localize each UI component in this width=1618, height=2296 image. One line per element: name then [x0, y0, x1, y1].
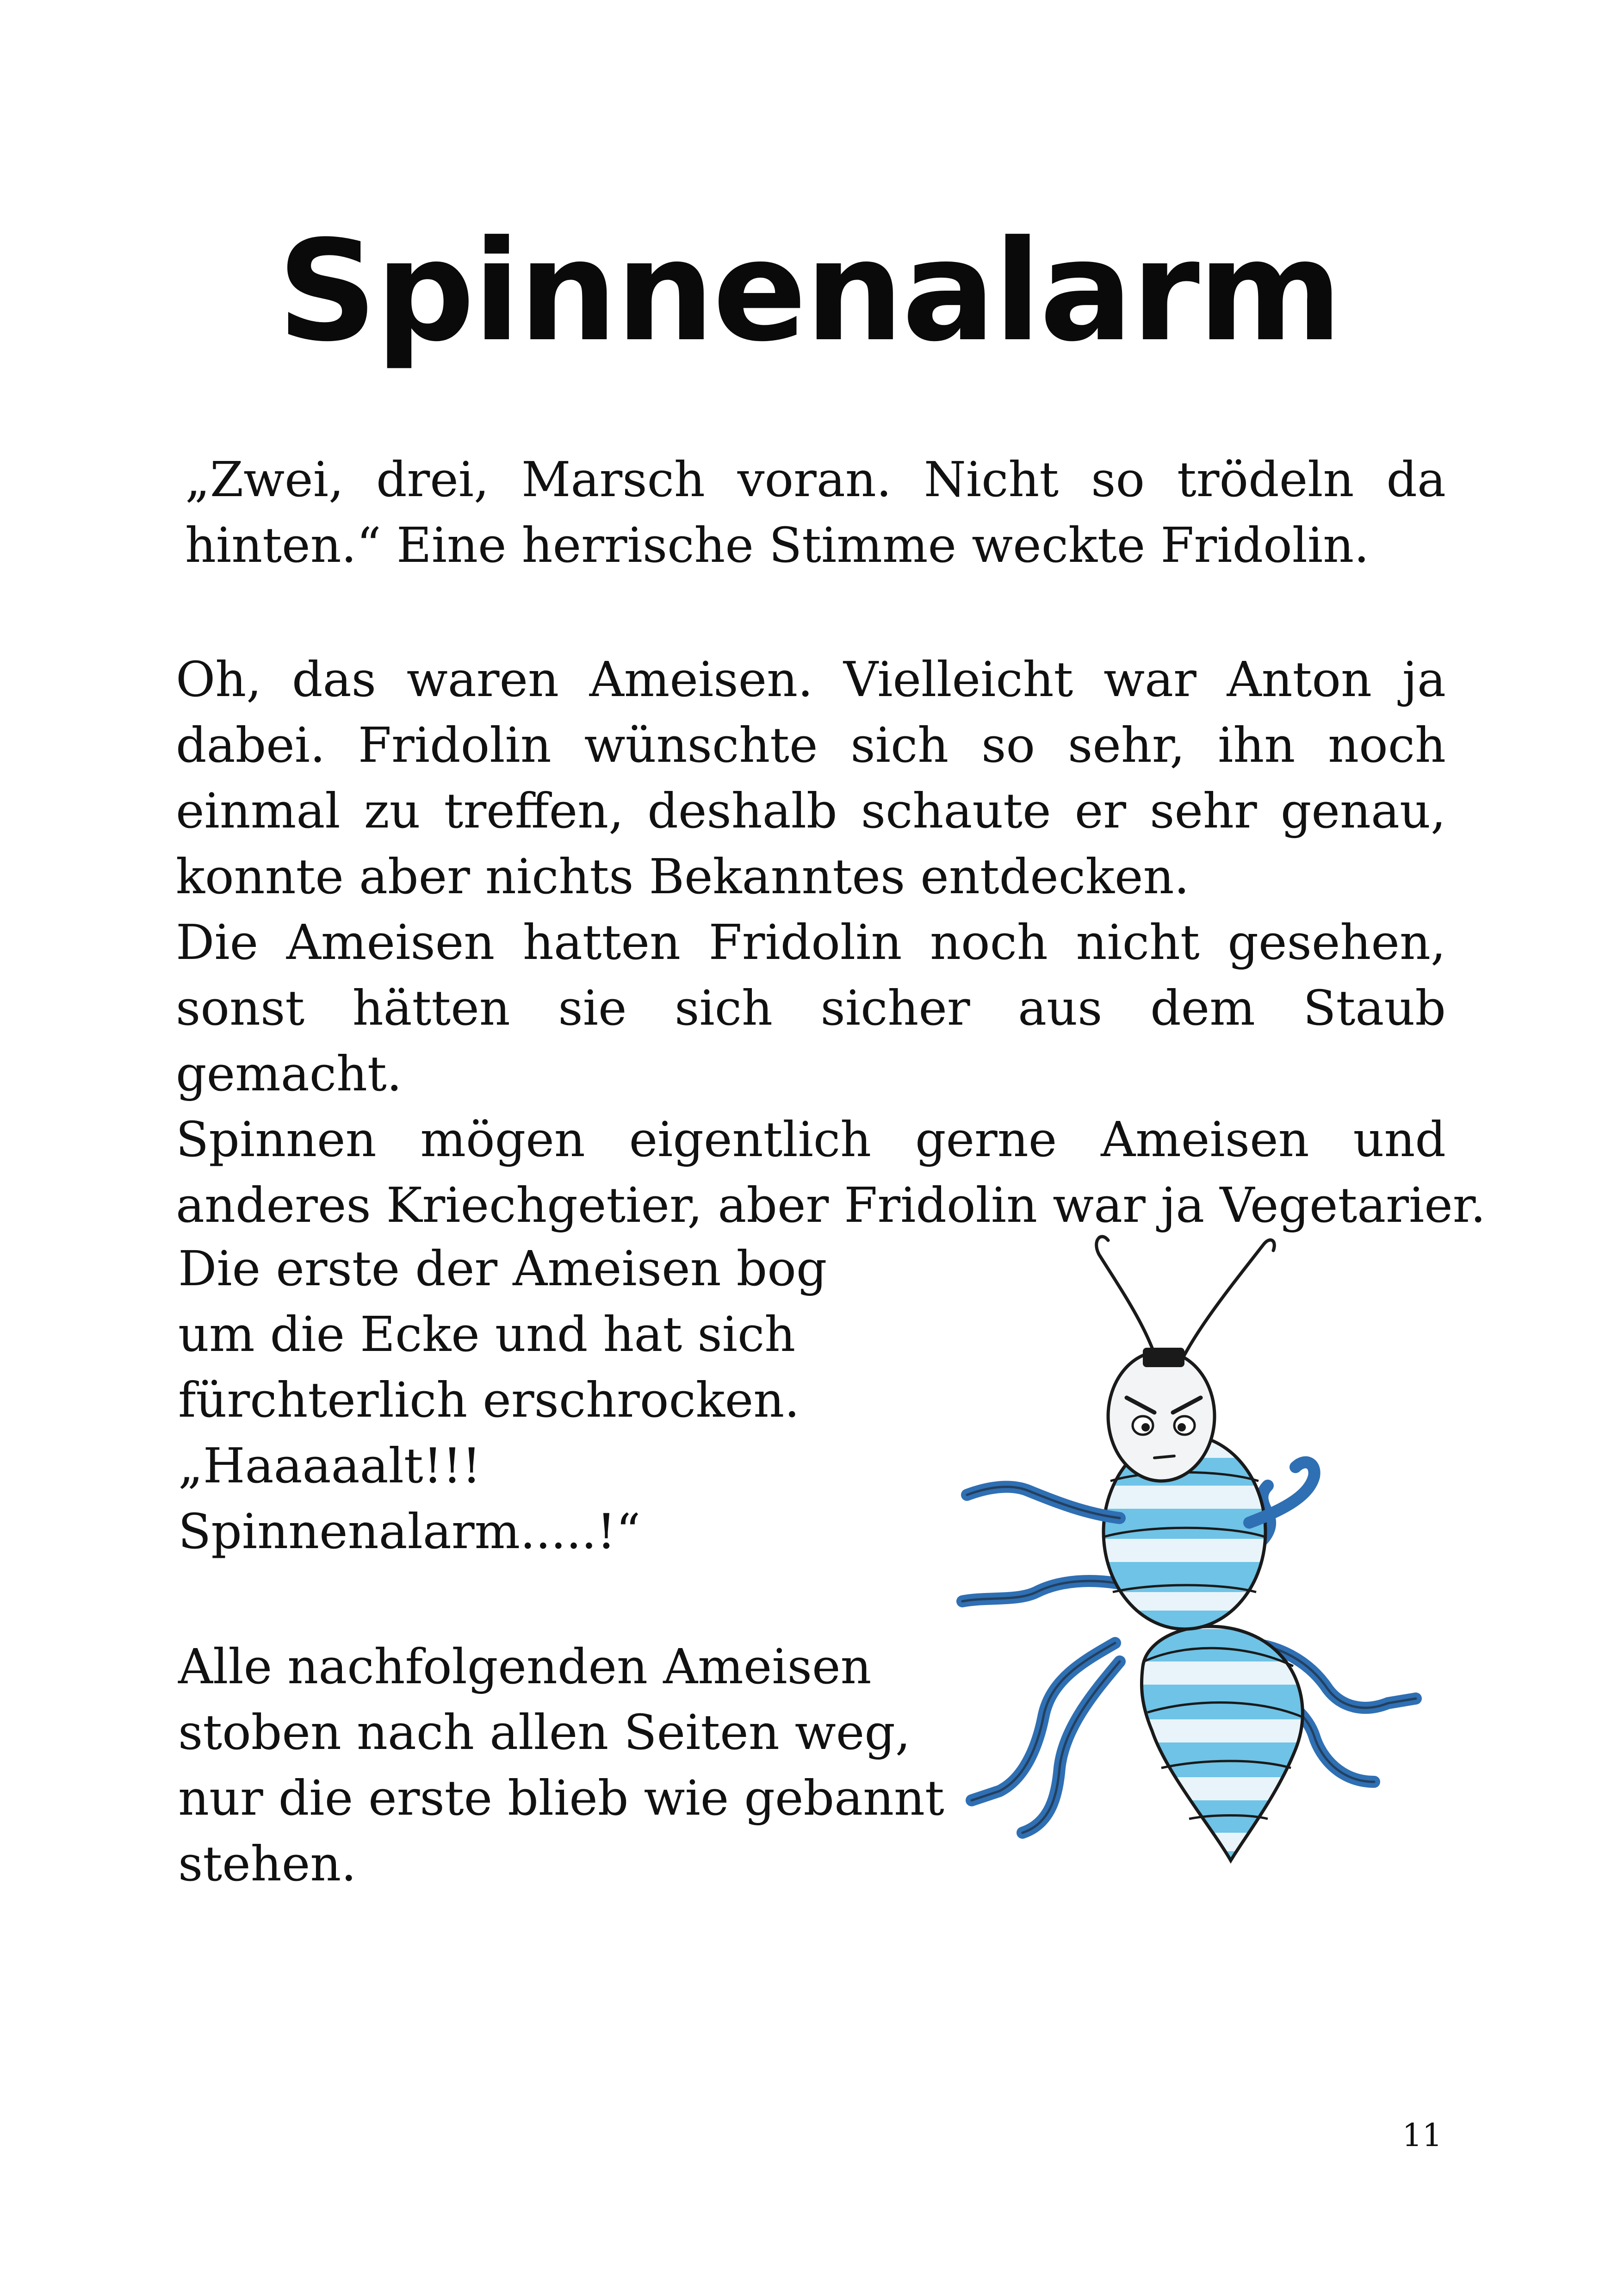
text-line: Die Ameisen hatten Fridolin noch nicht gesehen,	[176, 914, 1446, 971]
text-line: stehen.	[178, 1836, 357, 1892]
text-line: nur die erste blieb wie gebannt	[178, 1770, 944, 1826]
text-line: Die erste der Ameisen bog	[178, 1240, 827, 1297]
text-line: um die Ecke und hat sich	[178, 1306, 796, 1363]
text-line: dabei. Fridolin wünschte sich so sehr, ihn noch	[176, 717, 1446, 773]
paragraph-5	[178, 1634, 965, 1897]
text-line: einmal zu treffen, deshalb schaute er sehr genau,	[176, 783, 1446, 839]
text-line: Spinnenalarm.....!“	[178, 1503, 641, 1560]
chapter-title: Spinnenalarm	[277, 211, 1341, 372]
text-line: „Haaaaalt!!!	[178, 1437, 482, 1494]
page-number: 11	[1402, 2117, 1442, 2154]
paragraph-2	[176, 647, 1446, 909]
text-line: Alle nachfolgenden Ameisen	[178, 1638, 872, 1695]
ant-head	[1108, 1351, 1215, 1481]
text-line: hinten.“ Eine herrische Stimme weckte Fridolin.	[185, 517, 1370, 573]
text-line: sonst hätten sie sich sicher aus dem Staub gemacht.	[176, 980, 1446, 1102]
text-line: anderes Kriechgetier, aber Fridolin war ja Vegetarier.	[176, 1177, 1486, 1233]
hat	[1143, 1348, 1184, 1367]
text-line: Spinnen mögen eigentlich gerne Ameisen und	[176, 1111, 1446, 1168]
paragraph-3	[176, 909, 1486, 1238]
ant-illustration	[944, 1199, 1467, 1884]
text-line: konnte aber nichts Bekanntes entdecken.	[176, 848, 1190, 905]
text-line: fürchterlich erschrocken.	[178, 1372, 800, 1428]
abdomen	[1129, 1606, 1337, 1884]
paragraph-1	[185, 447, 1446, 578]
text-line: Oh, das waren Ameisen. Vielleicht war Anton ja	[176, 651, 1446, 708]
text-line: „Zwei, drei, Marsch voran. Nicht so trödeln da	[185, 451, 1446, 508]
text-line: stoben nach allen Seiten weg,	[178, 1704, 911, 1761]
paragraph-4	[178, 1236, 965, 1564]
